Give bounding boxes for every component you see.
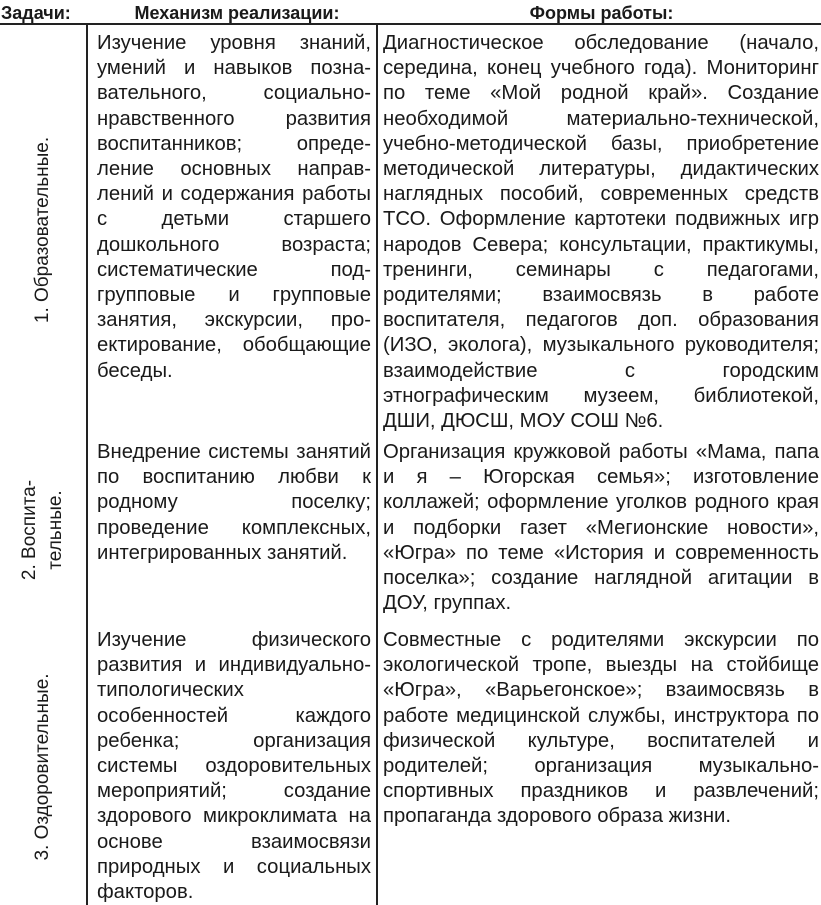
header-forms: Формы работы: (529, 3, 674, 23)
task-cell-upbringing (0, 436, 86, 624)
mechanism-upbringing: Внедрение системы занятий по воспитанию любви к родному поселку; проведение комплексных, интегрированных занятий. (97, 441, 371, 564)
column-divider-2 (376, 24, 378, 905)
forms-educational: Диагностическое обследование (начало, середина, конец учебного года). Мониторинг по теме «Мой родной край». Создание необходимой материально-технической, учебно-методической базы, приобретение методической литературы, дидактических наглядных пособий, современных средств ТСО. Оформление картотеки подвижных игр народов Севера; консультации, практикумы, тренинги, семинары с педагогами, родителями; взаимосвязь в работе воспитателя, педагогов доп. образования (ИЗО, эколога), музыкального руководителя; взаимодействие с городским этнографическим музеем, библиотекой, ДШИ, ДЮСШ, МОУ СОШ №6. (383, 32, 819, 433)
header-tasks: Задачи: (1, 3, 71, 23)
forms-health: Совместные с родителями экскурсии по экологической тропе, выезды на стойбище «Югра», «Варьегонское»; взаимосвязь в работе медицинской службы, инструктора по физической культуре, воспитателей и родителей; организация музыкально-спортивных праздников и развлечений; пропаганда здорового образа жизни. (383, 629, 819, 828)
task-label-health: 3. Оздоровительные. (32, 672, 53, 861)
header-mechanism: Механизм реализации: (134, 3, 340, 23)
mechanism-health: Изучение физического развития и индивидуально-типологических особенностей каждого ребенка; организация системы оздоровительных мероприятий; создание здорового микроклимата на основе взаимосвязи природных и социальных факторов. (97, 629, 371, 904)
task-label-educational: 1. Образовательные. (32, 136, 53, 324)
header-divider (0, 23, 821, 25)
task-label-upbringing (17, 480, 69, 580)
task-cell-health (0, 628, 86, 905)
task-label-upbringing-line-1: 2. Воспита- (19, 479, 40, 581)
mechanism-educational: Изучение уровня знаний, умений и навыков познавательного, социально-нравственного развития воспитанников; определение основных направлений и содержания работы с детьми старшего дошкольного возраста; систематические подгрупповые и групповые занятия, экскурсии, проектирование, обобщающие беседы. (97, 32, 371, 382)
task-label-upbringing-line-2: тельные. (45, 490, 66, 570)
forms-upbringing: Организация кружковой работы «Мама, папа и я – Югорская семья»; изготовление коллажей; оформление уголков родного края и подборки газет «Мегионские новости», «Югра» по теме «История и современность поселка»; создание наглядной агитации в ДОУ, группах. (383, 441, 819, 615)
column-divider-1 (86, 24, 88, 905)
task-cell-educational (0, 30, 86, 430)
